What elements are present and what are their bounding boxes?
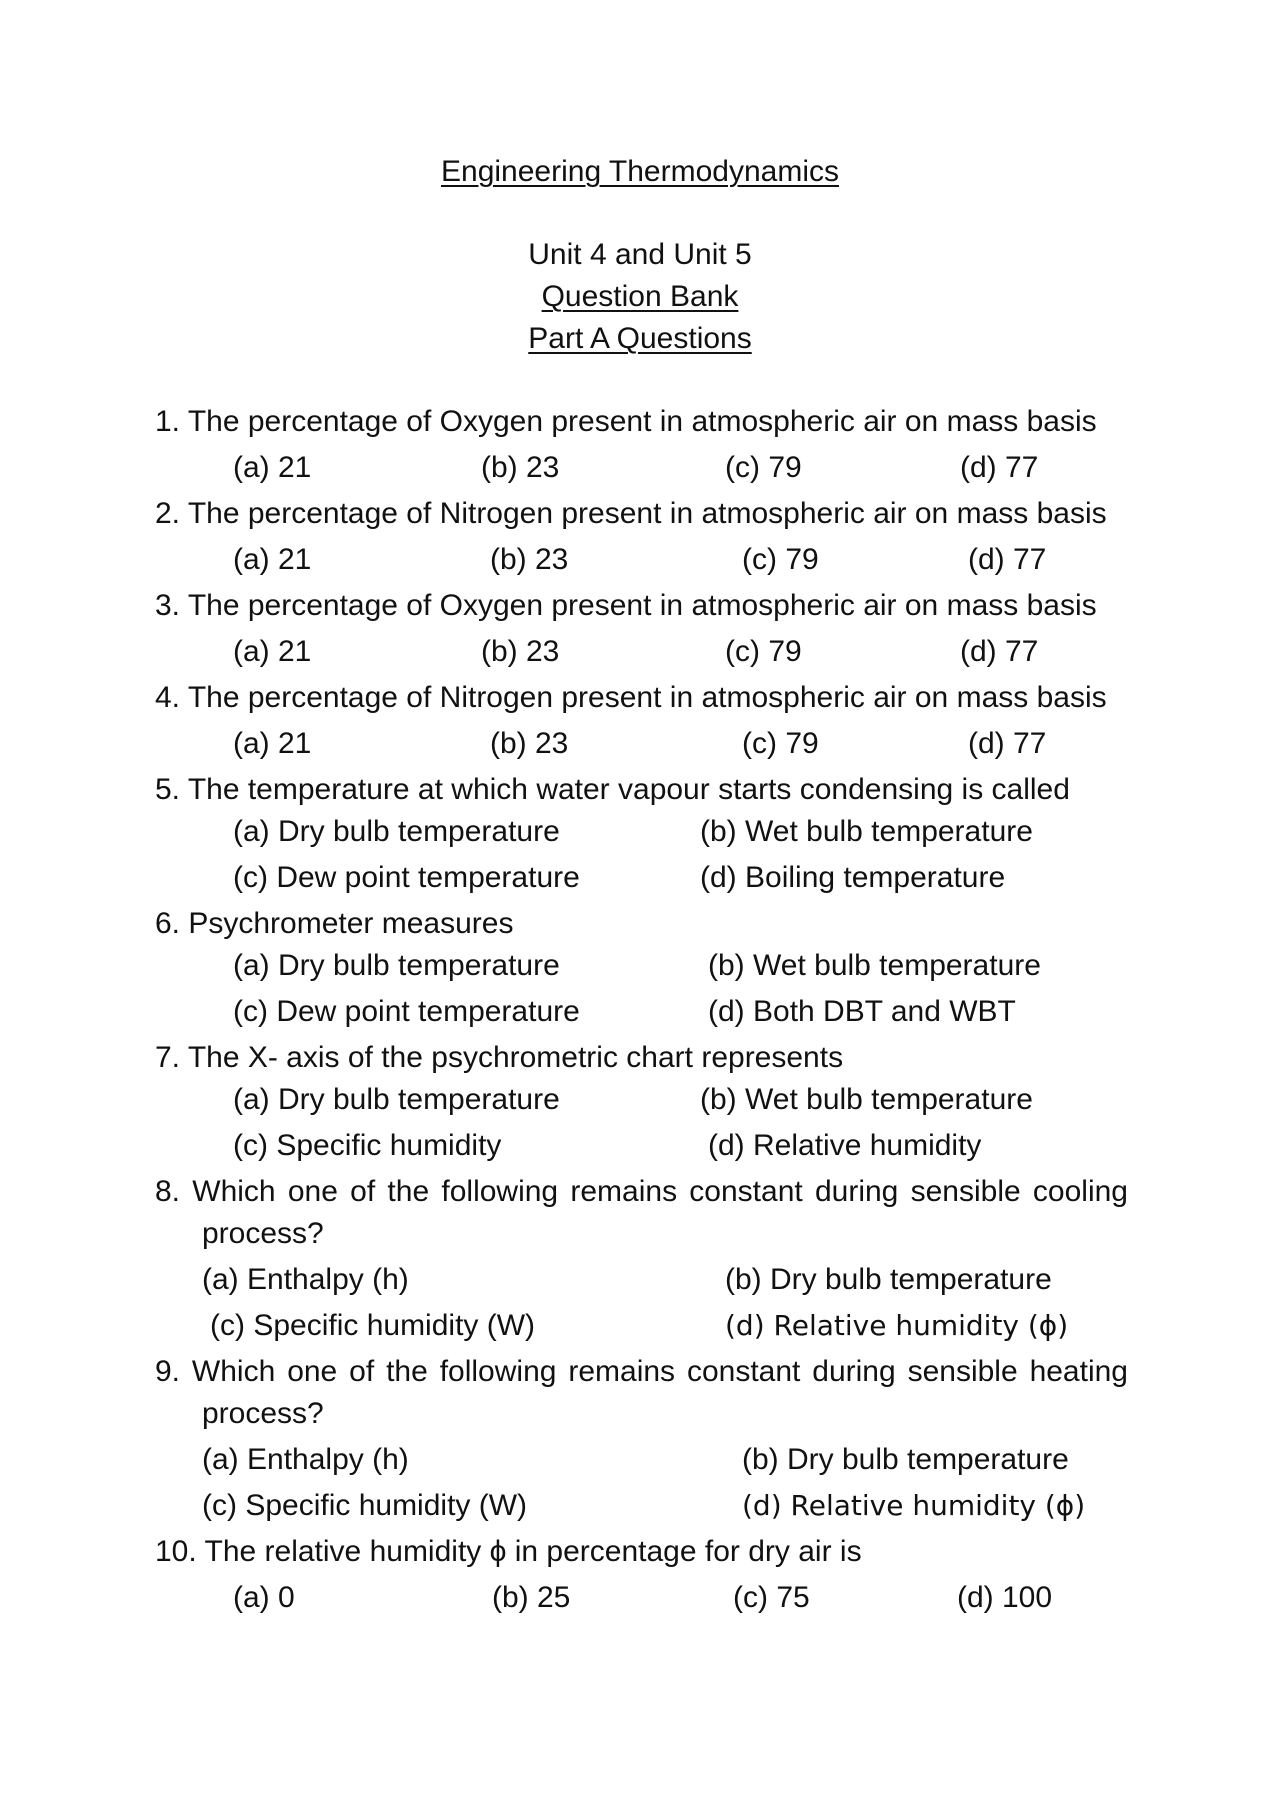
q4-option-a: (a) 21: [233, 727, 312, 760]
q2-option-a: (a) 21: [233, 543, 312, 576]
q2-option-b: (b) 23: [490, 543, 569, 576]
q9-option-a: (a) Enthalpy (h): [202, 1443, 409, 1476]
question-6: 6. Psychrometer measures: [155, 907, 514, 940]
q8-option-c: (c) Specific humidity (W): [210, 1309, 536, 1342]
question-2: 2. The percentage of Nitrogen present in atmospheric air on mass basis: [155, 497, 1107, 530]
q5-option-b: (b) Wet bulb temperature: [700, 815, 1033, 848]
q6-option-b: (b) Wet bulb temperature: [708, 949, 1041, 982]
q10-option-c: (c) 75: [733, 1581, 810, 1614]
q7-option-b: (b) Wet bulb temperature: [700, 1083, 1033, 1116]
q8-option-d: (d) Relative humidity (ϕ): [725, 1309, 1069, 1342]
q6-option-c: (c) Dew point temperature: [233, 995, 580, 1028]
q3-option-b: (b) 23: [481, 635, 560, 668]
q10-option-b: (b) 25: [492, 1581, 571, 1614]
q3-option-a: (a) 21: [233, 635, 312, 668]
document-title: Engineering Thermodynamics: [441, 155, 839, 188]
q7-option-c: (c) Specific humidity: [233, 1129, 502, 1162]
q3-option-d: (d) 77: [960, 635, 1039, 668]
question-1: 1. The percentage of Oxygen present in atmospheric air on mass basis: [155, 405, 1097, 438]
q8-option-b: (b) Dry bulb temperature: [725, 1263, 1052, 1296]
units-heading: Unit 4 and Unit 5: [528, 238, 752, 271]
question-10: 10. The relative humidity ϕ in percentage for dry air is: [155, 1535, 862, 1568]
q5-option-c: (c) Dew point temperature: [233, 861, 580, 894]
q5-option-d: (d) Boiling temperature: [700, 861, 1006, 894]
q3-option-c: (c) 79: [725, 635, 802, 668]
q4-option-d: (d) 77: [968, 727, 1047, 760]
question-bank-heading: Question Bank: [541, 280, 739, 313]
q1-option-c: (c) 79: [725, 451, 802, 484]
question-7: 7. The X- axis of the psychrometric chart represents: [155, 1041, 844, 1074]
q9-option-c: (c) Specific humidity (W): [202, 1489, 528, 1522]
q10-option-a: (a) 0: [233, 1581, 295, 1614]
q2-option-d: (d) 77: [968, 543, 1047, 576]
q4-option-b: (b) 23: [490, 727, 569, 760]
q7-option-a: (a) Dry bulb temperature: [233, 1083, 560, 1116]
q9-option-d: (d) Relative humidity (ϕ): [742, 1489, 1086, 1522]
question-8-continued: process?: [202, 1217, 324, 1250]
q1-option-a: (a) 21: [233, 451, 312, 484]
q2-option-c: (c) 79: [742, 543, 819, 576]
question-9-continued: process?: [202, 1397, 324, 1430]
q1-option-b: (b) 23: [481, 451, 560, 484]
question-3: 3. The percentage of Oxygen present in atmospheric air on mass basis: [155, 589, 1097, 622]
q8-option-a: (a) Enthalpy (h): [202, 1263, 409, 1296]
q9-option-b: (b) Dry bulb temperature: [742, 1443, 1069, 1476]
question-8: 8. Which one of the following remains constant during sensible cooling: [155, 1175, 1128, 1208]
q10-option-d: (d) 100: [957, 1581, 1053, 1614]
part-a-heading: Part A Questions: [528, 322, 752, 355]
q5-option-a: (a) Dry bulb temperature: [233, 815, 560, 848]
question-5: 5. The temperature at which water vapour starts condensing is called: [155, 773, 1070, 806]
q4-option-c: (c) 79: [742, 727, 819, 760]
q7-option-d: (d) Relative humidity: [708, 1129, 982, 1162]
question-4: 4. The percentage of Nitrogen present in atmospheric air on mass basis: [155, 681, 1107, 714]
q1-option-d: (d) 77: [960, 451, 1039, 484]
question-9: 9. Which one of the following remains constant during sensible heating: [155, 1355, 1128, 1388]
q6-option-a: (a) Dry bulb temperature: [233, 949, 560, 982]
q6-option-d: (d) Both DBT and WBT: [708, 995, 1016, 1028]
